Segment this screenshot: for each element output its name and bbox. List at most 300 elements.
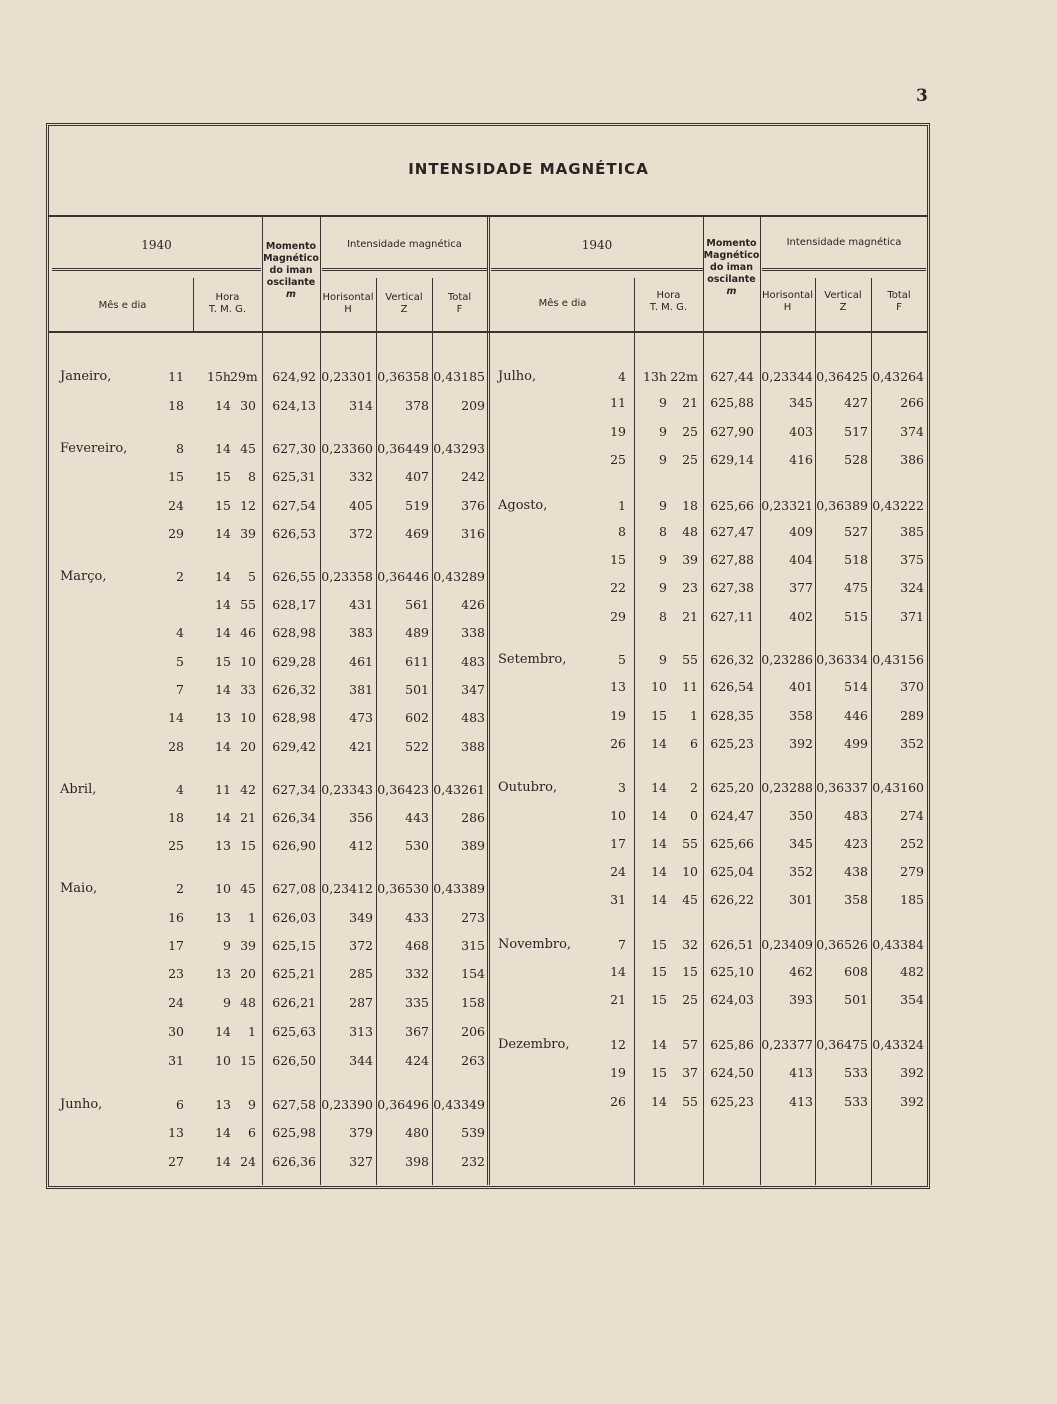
cell-mom: 628,98 (272, 710, 316, 725)
cell-day: 28 (168, 739, 184, 754)
cell-F: 426 (461, 597, 485, 612)
cell-h: 9 (659, 552, 667, 567)
cell-month: Dezembro, (498, 1037, 570, 1052)
col-line (262, 217, 263, 1185)
cell-m: 55 (240, 597, 256, 612)
cell-mom: 627,11 (710, 609, 754, 624)
vertical-header-right: Vertical Z (824, 290, 862, 313)
cell-F: 0,43222 (872, 498, 924, 513)
cell-Z: 527 (844, 524, 868, 539)
cell-day: 14 (610, 964, 626, 979)
cell-Z: 514 (844, 679, 868, 694)
cell-day: 5 (176, 654, 184, 669)
cell-Z: 446 (844, 708, 868, 723)
cell-m: 20 (240, 966, 256, 981)
cell-mom: 625,88 (710, 395, 754, 410)
cell-day: 2 (176, 881, 184, 896)
cell-Z: 0,36475 (816, 1037, 868, 1052)
cell-F: 376 (461, 498, 485, 513)
cell-mom: 624,50 (710, 1065, 754, 1080)
cell-h: 8 (659, 524, 667, 539)
cell-mom: 628,35 (710, 708, 754, 723)
cell-day: 4 (618, 369, 626, 384)
cell-Z: 561 (405, 597, 429, 612)
cell-h: 14 (215, 441, 231, 456)
cell-day: 24 (168, 498, 184, 513)
cell-mom: 627,47 (710, 524, 754, 539)
cell-F: 263 (461, 1053, 485, 1068)
cell-day: 13 (610, 679, 626, 694)
cell-Z: 423 (844, 836, 868, 851)
cell-month: Novembro, (498, 937, 572, 952)
cell-m: 25 (682, 424, 698, 439)
cell-day: 10 (610, 808, 626, 823)
cell-Z: 611 (405, 654, 429, 669)
cell-mom: 627,30 (272, 441, 316, 456)
momento-header-left: Momento Magnético do iman oscilante m (263, 241, 319, 300)
cell-Z: 515 (844, 609, 868, 624)
cell-Z: 0,36449 (377, 441, 429, 456)
vertical-header-left: Vertical Z (385, 292, 423, 315)
cell-F: 483 (461, 654, 485, 669)
intens-divider-left (322, 268, 487, 271)
cell-F: 279 (900, 864, 924, 879)
cell-H: 461 (349, 654, 373, 669)
cell-Z: 332 (405, 966, 429, 981)
cell-Z: 407 (405, 469, 429, 484)
cell-m: 25 (682, 452, 698, 467)
cell-mom: 626,55 (272, 569, 316, 584)
cell-F: 0,43293 (433, 441, 485, 456)
cell-m: 25 (682, 992, 698, 1007)
cell-Z: 517 (844, 424, 868, 439)
cell-F: 316 (461, 526, 485, 541)
cell-mom: 626,36 (272, 1154, 316, 1169)
cell-m: 6 (248, 1125, 256, 1140)
cell-m: 21 (682, 395, 698, 410)
cell-H: 431 (349, 597, 373, 612)
cell-mom: 625,66 (710, 498, 754, 513)
cell-F: 389 (461, 838, 485, 853)
cell-mom: 624,03 (710, 992, 754, 1007)
cell-month: Outubro, (498, 780, 558, 795)
cell-day: 4 (176, 782, 184, 797)
cell-day: 19 (610, 1065, 626, 1080)
cell-mom: 626,90 (272, 838, 316, 853)
cell-m: 21 (682, 609, 698, 624)
cell-F: 158 (461, 995, 485, 1010)
cell-mom: 624,13 (272, 398, 316, 413)
cell-mom: 627,88 (710, 552, 754, 567)
cell-mom: 627,38 (710, 580, 754, 595)
cell-Z: 443 (405, 810, 429, 825)
cell-F: 370 (900, 679, 924, 694)
cell-F: 388 (461, 739, 485, 754)
cell-Z: 475 (844, 580, 868, 595)
cell-H: 413 (789, 1094, 813, 1109)
cell-Z: 602 (405, 710, 429, 725)
cell-H: 421 (349, 739, 373, 754)
cell-month: Março, (60, 569, 107, 584)
cell-m: 0 (690, 808, 698, 823)
cell-h: 10 (651, 679, 667, 694)
cell-h: 9 (223, 938, 231, 953)
cell-mom: 627,44 (710, 369, 754, 384)
cell-h: 14 (651, 808, 667, 823)
cell-mom: 624,92 (272, 369, 316, 384)
cell-day: 1 (618, 498, 626, 513)
cell-F: 286 (461, 810, 485, 825)
cell-mom: 627,08 (272, 881, 316, 896)
cell-h: 9 (659, 452, 667, 467)
cell-m: 11 (682, 679, 698, 694)
cell-day: 11 (610, 395, 626, 410)
cell-H: 409 (789, 524, 813, 539)
cell-mom: 625,66 (710, 836, 754, 851)
cell-m: 48 (682, 524, 698, 539)
cell-mom: 626,21 (272, 995, 316, 1010)
cell-F: 154 (461, 966, 485, 981)
cell-day: 19 (610, 424, 626, 439)
cell-H: 392 (789, 736, 813, 751)
cell-day: 17 (610, 836, 626, 851)
cell-Z: 522 (405, 739, 429, 754)
cell-h: 14 (215, 526, 231, 541)
cell-day: 6 (176, 1097, 184, 1112)
cell-H: 0,23321 (761, 498, 813, 513)
cell-m: 30 (240, 398, 256, 413)
cell-h: 14 (215, 1154, 231, 1169)
year-divider-right (491, 268, 703, 271)
cell-F: 315 (461, 938, 485, 953)
cell-month: Setembro, (498, 652, 567, 667)
cell-Z: 0,36425 (816, 369, 868, 384)
cell-F: 209 (461, 398, 485, 413)
cell-H: 352 (789, 864, 813, 879)
cell-mom: 625,10 (710, 964, 754, 979)
cell-m: 10 (682, 864, 698, 879)
cell-mom: 625,23 (710, 736, 754, 751)
cell-F: 0,43324 (872, 1037, 924, 1052)
cell-F: 539 (461, 1125, 485, 1140)
cell-H: 379 (349, 1125, 373, 1140)
cell-Z: 0,36530 (377, 881, 429, 896)
cell-day: 29 (610, 609, 626, 624)
cell-H: 473 (349, 710, 373, 725)
cell-h: 14 (215, 1125, 231, 1140)
cell-m: 39 (240, 938, 256, 953)
cell-Z: 501 (405, 682, 429, 697)
cell-m: 6 (690, 736, 698, 751)
cell-mom: 626,54 (710, 679, 754, 694)
cell-H: 412 (349, 838, 373, 853)
cell-Z: 335 (405, 995, 429, 1010)
cell-F: 185 (900, 892, 924, 907)
cell-H: 405 (349, 498, 373, 513)
cell-day: 27 (168, 1154, 184, 1169)
cell-H: 327 (349, 1154, 373, 1169)
cell-F: 0,43389 (433, 881, 485, 896)
cell-F: 0,43384 (872, 937, 924, 952)
cell-F: 273 (461, 910, 485, 925)
year-divider-left (52, 268, 261, 271)
cell-h: 15 (215, 498, 231, 513)
cell-Z: 608 (844, 964, 868, 979)
cell-h: 14 (215, 625, 231, 640)
cell-day: 26 (610, 736, 626, 751)
cell-Z: 533 (844, 1065, 868, 1080)
cell-day: 8 (618, 524, 626, 539)
cell-m: 39 (240, 526, 256, 541)
cell-H: 287 (349, 995, 373, 1010)
cell-H: 403 (789, 424, 813, 439)
col-line (376, 278, 377, 1185)
cell-Z: 438 (844, 864, 868, 879)
cell-month: Agosto, (498, 498, 548, 513)
page-number: 3 (916, 86, 928, 106)
cell-H: 349 (349, 910, 373, 925)
cell-Z: 0,36496 (377, 1097, 429, 1112)
cell-day: 25 (610, 452, 626, 467)
cell-H: 416 (789, 452, 813, 467)
cell-day: 18 (168, 810, 184, 825)
cell-mom: 627,34 (272, 782, 316, 797)
cell-H: 383 (349, 625, 373, 640)
cell-day: 19 (610, 708, 626, 723)
col-line (320, 217, 321, 1185)
cell-h: 13 (215, 1097, 231, 1112)
cell-Z: 0,36337 (816, 780, 868, 795)
cell-F: 392 (900, 1065, 924, 1080)
cell-H: 462 (789, 964, 813, 979)
cell-Z: 0,36526 (816, 937, 868, 952)
intensidade-header-left: Intensidade magnética (347, 239, 462, 250)
cell-H: 0,23358 (321, 569, 373, 584)
cell-mom: 629,28 (272, 654, 316, 669)
cell-Z: 519 (405, 498, 429, 513)
cell-h: 14 (651, 1094, 667, 1109)
cell-day: 8 (176, 441, 184, 456)
cell-F: 0,43261 (433, 782, 485, 797)
cell-F: 0,43156 (872, 652, 924, 667)
cell-mom: 628,17 (272, 597, 316, 612)
cell-mom: 627,90 (710, 424, 754, 439)
cell-mom: 627,58 (272, 1097, 316, 1112)
cell-h: 15 (651, 964, 667, 979)
cell-m: 12 (240, 498, 256, 513)
cell-m: 1 (248, 1024, 256, 1039)
cell-F: 324 (900, 580, 924, 595)
cell-h: 15 (651, 1065, 667, 1080)
cell-day: 15 (610, 552, 626, 567)
cell-mom: 625,23 (710, 1094, 754, 1109)
cell-Z: 0,36389 (816, 498, 868, 513)
cell-h: 14 (651, 736, 667, 751)
cell-Z: 433 (405, 910, 429, 925)
horisontal-header-right: Horisontal H (761, 290, 814, 313)
cell-H: 413 (789, 1065, 813, 1080)
cell-Z: 528 (844, 452, 868, 467)
cell-h: 9 (659, 395, 667, 410)
cell-month: Junho, (60, 1097, 103, 1112)
cell-day: 31 (168, 1053, 184, 1068)
cell-H: 0,23343 (321, 782, 373, 797)
cell-h: 14 (651, 892, 667, 907)
cell-m: 33 (240, 682, 256, 697)
cell-h: 14 (215, 1024, 231, 1039)
cell-h: 14 (651, 864, 667, 879)
cell-h: 15 (651, 937, 667, 952)
cell-h: 11 (215, 782, 231, 797)
cell-mom: 626,50 (272, 1053, 316, 1068)
year-header-left: 1940 (141, 238, 172, 252)
cell-F: 242 (461, 469, 485, 484)
cell-F: 386 (900, 452, 924, 467)
cell-day: 22 (610, 580, 626, 595)
cell-F: 206 (461, 1024, 485, 1039)
cell-day: 26 (610, 1094, 626, 1109)
cell-F: 232 (461, 1154, 485, 1169)
cell-H: 0,23360 (321, 441, 373, 456)
cell-m: 24 (240, 1154, 256, 1169)
cell-m: 10 (240, 654, 256, 669)
cell-Z: 398 (405, 1154, 429, 1169)
cell-h: 9 (659, 652, 667, 667)
cell-Z: 424 (405, 1053, 429, 1068)
cell-day: 31 (610, 892, 626, 907)
cell-mom: 625,21 (272, 966, 316, 981)
cell-H: 0,23390 (321, 1097, 373, 1112)
cell-Z: 480 (405, 1125, 429, 1140)
mes-dia-header-left: Mês e dia (98, 300, 147, 311)
cell-mom: 625,20 (710, 780, 754, 795)
cell-Z: 518 (844, 552, 868, 567)
cell-day: 7 (176, 682, 184, 697)
cell-h: 13 (215, 910, 231, 925)
cell-m: 2 (690, 780, 698, 795)
cell-Z: 0,36358 (377, 369, 429, 384)
cell-day: 17 (168, 938, 184, 953)
cell-mom: 625,04 (710, 864, 754, 879)
cell-month: Abril, (60, 782, 97, 797)
col-line-center (487, 217, 490, 1185)
cell-H: 404 (789, 552, 813, 567)
cell-day: 5 (618, 652, 626, 667)
cell-h: 8 (659, 609, 667, 624)
cell-day: 3 (618, 780, 626, 795)
cell-h: 14 (651, 780, 667, 795)
cell-day: 11 (168, 369, 184, 384)
cell-F: 289 (900, 708, 924, 723)
cell-m: 1 (248, 910, 256, 925)
cell-m: 15 (240, 838, 256, 853)
cell-m: 22m (670, 369, 698, 384)
cell-m: 57 (682, 1037, 698, 1052)
cell-h: 14 (651, 1037, 667, 1052)
cell-H: 0,23409 (761, 937, 813, 952)
cell-Z: 367 (405, 1024, 429, 1039)
cell-m: 45 (240, 441, 256, 456)
intensidade-header-right: Intensidade magnética (786, 237, 902, 248)
cell-F: 0,43289 (433, 569, 485, 584)
cell-m: 45 (682, 892, 698, 907)
cell-H: 332 (349, 469, 373, 484)
cell-Z: 533 (844, 1094, 868, 1109)
cell-F: 266 (900, 395, 924, 410)
cell-mom: 627,54 (272, 498, 316, 513)
cell-H: 0,23412 (321, 881, 373, 896)
cell-mom: 625,63 (272, 1024, 316, 1039)
cell-h: 9 (659, 498, 667, 513)
cell-h: 15h (207, 369, 231, 384)
cell-h: 14 (215, 398, 231, 413)
cell-month: Janeiro, (60, 369, 112, 384)
cell-mom: 625,15 (272, 938, 316, 953)
cell-day: 16 (168, 910, 184, 925)
cell-day: 14 (168, 710, 184, 725)
cell-month: Maio, (60, 881, 98, 896)
cell-mom: 626,22 (710, 892, 754, 907)
cell-F: 385 (900, 524, 924, 539)
cell-m: 37 (682, 1065, 698, 1080)
cell-m: 42 (240, 782, 256, 797)
total-header-left: Total F (447, 292, 472, 315)
cell-H: 393 (789, 992, 813, 1007)
cell-Z: 0,36423 (377, 782, 429, 797)
cell-Z: 489 (405, 625, 429, 640)
cell-m: 1 (690, 708, 698, 723)
cell-day: 12 (610, 1037, 626, 1052)
cell-mom: 629,14 (710, 452, 754, 467)
cell-H: 345 (789, 836, 813, 851)
cell-mom: 625,31 (272, 469, 316, 484)
cell-m: 10 (240, 710, 256, 725)
cell-m: 55 (682, 1094, 698, 1109)
hora-header-right: Hora T. M. G. (649, 290, 688, 313)
cell-Z: 501 (844, 992, 868, 1007)
cell-Z: 0,36334 (816, 652, 868, 667)
cell-F: 374 (900, 424, 924, 439)
cell-m: 55 (682, 836, 698, 851)
cell-day: 21 (610, 992, 626, 1007)
cell-F: 371 (900, 609, 924, 624)
col-line (634, 278, 635, 1185)
cell-Z: 358 (844, 892, 868, 907)
cell-h: 13 (215, 838, 231, 853)
cell-F: 482 (900, 964, 924, 979)
cell-day: 4 (176, 625, 184, 640)
cell-m: 46 (240, 625, 256, 640)
cell-m: 18 (682, 498, 698, 513)
cell-Z: 427 (844, 395, 868, 410)
cell-H: 350 (789, 808, 813, 823)
cell-H: 0,23288 (761, 780, 813, 795)
cell-m: 32 (682, 937, 698, 952)
cell-h: 14 (215, 597, 231, 612)
cell-mom: 626,32 (272, 682, 316, 697)
cell-mom: 626,34 (272, 810, 316, 825)
col-line (432, 278, 433, 1185)
cell-h: 14 (651, 836, 667, 851)
cell-F: 352 (900, 736, 924, 751)
cell-m: 15 (240, 1053, 256, 1068)
year-header-right: 1940 (581, 238, 613, 252)
cell-Z: 378 (405, 398, 429, 413)
cell-h: 10 (215, 881, 231, 896)
cell-H: 345 (789, 395, 813, 410)
cell-m: 8 (248, 469, 256, 484)
cell-F: 347 (461, 682, 485, 697)
